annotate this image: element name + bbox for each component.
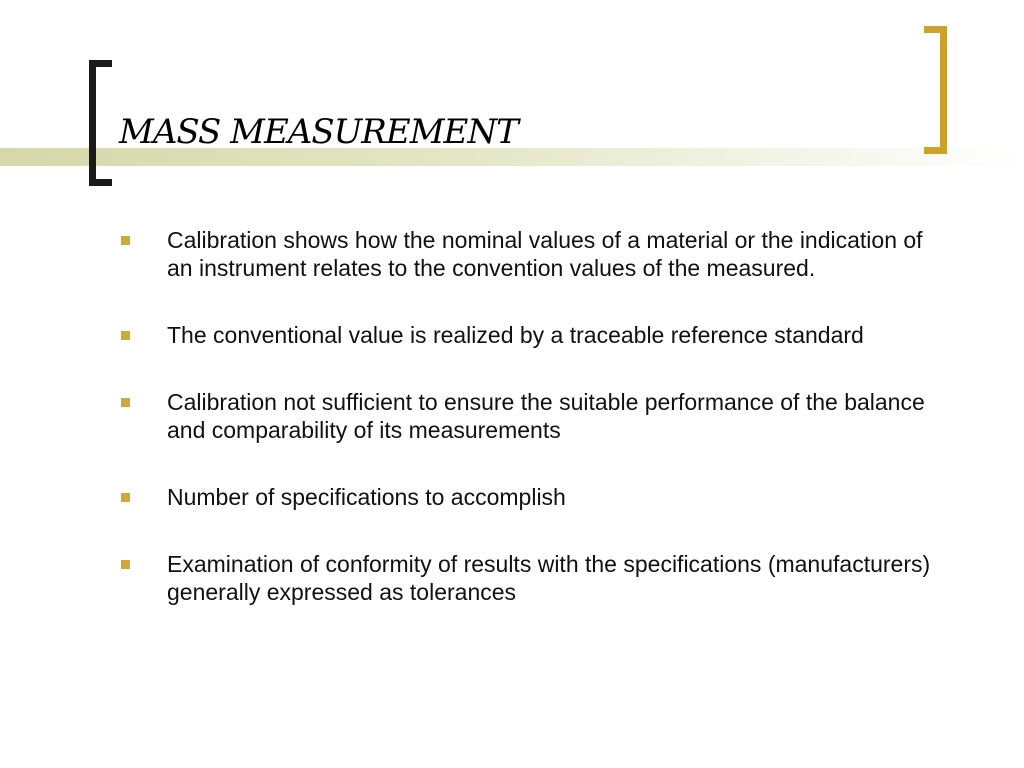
square-bullet-shape: [121, 331, 130, 340]
square-bullet-shape: [121, 493, 130, 502]
bullet-item: [118, 226, 938, 282]
bullet-list: [118, 226, 938, 606]
slide-title: MASS MEASUREMENT: [119, 112, 518, 152]
bullet-item: [118, 483, 938, 511]
square-bullet-shape: [121, 398, 130, 407]
square-bullet-icon: [121, 398, 130, 407]
left-bracket-shape: [89, 60, 112, 186]
bullet-item: [118, 321, 938, 349]
right-bracket-icon: [924, 26, 947, 154]
bullet-text: The conventional value is realized by a traceable reference standard: [167, 322, 864, 348]
left-bracket-icon: [89, 60, 112, 186]
bullet-text: Examination of conformity of results with the specifications (manufacturers) generally expressed as tolerances: [167, 551, 931, 605]
bullet-text: Calibration shows how the nominal values of a material or the indication of an instrument relates to the convention values of the measured.: [167, 227, 923, 281]
square-bullet-icon: [121, 560, 130, 569]
square-bullet-shape: [121, 560, 130, 569]
square-bullet-icon: [121, 493, 130, 502]
bullet-text: Number of specifications to accomplish: [167, 484, 566, 510]
square-bullet-icon: [121, 331, 130, 340]
bullet-item: [118, 388, 938, 444]
bullet-text: Calibration not sufficient to ensure the suitable performance of the balance and comparability of its measurements: [167, 389, 925, 443]
bullet-item: [118, 550, 938, 606]
square-bullet-icon: [121, 236, 130, 245]
right-bracket-shape: [924, 26, 947, 154]
square-bullet-shape: [121, 236, 130, 245]
